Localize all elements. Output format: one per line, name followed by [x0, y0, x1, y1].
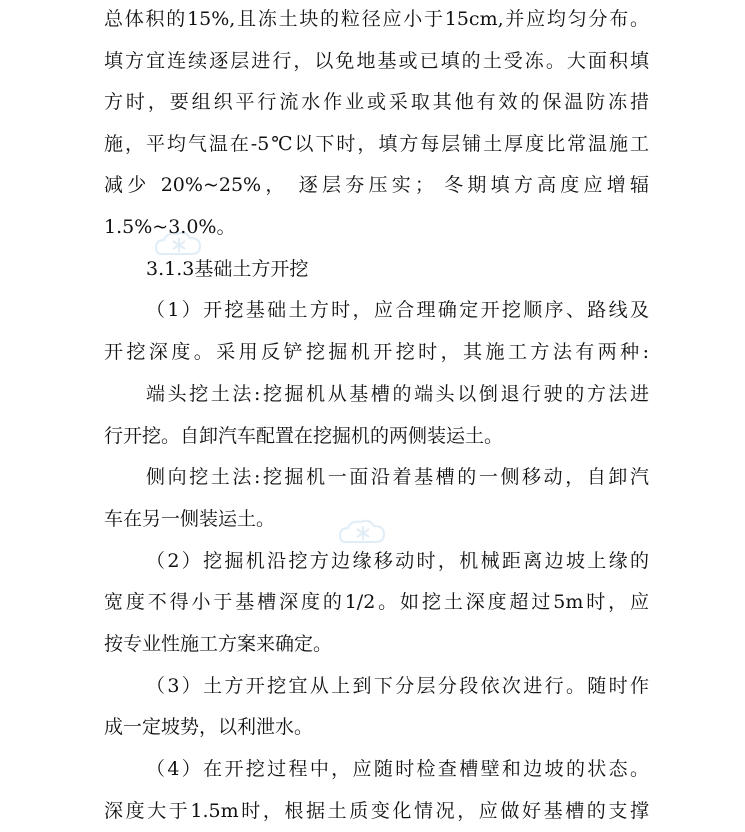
- text-line: 成一定坡势，以利泄水。: [104, 716, 314, 738]
- text-line: 端头挖土法:挖掘机从基槽的端头以倒退行驶的方法进: [146, 383, 649, 405]
- text-line: （2）挖掘机沿挖方边缘移动时，机械距离边坡上缘的: [146, 550, 649, 572]
- text-line: （4）在开挖过程中，应随时检查槽壁和边坡的状态。: [146, 758, 649, 780]
- text-line: 按专业性施工方案来确定。: [104, 633, 333, 655]
- text-line: 填方宜连续逐层进行，以免地基或已填的土受冻。大面积填: [104, 50, 649, 72]
- text-line: 行开挖。自卸汽车配置在挖掘机的两侧装运土。: [104, 425, 504, 447]
- text-line: 1.5%~3.0%。: [104, 216, 236, 238]
- text-line: 侧向挖土法:挖掘机一面沿着基槽的一侧移动，自卸汽: [146, 466, 649, 488]
- text-line: 深度大于1.5m时，根据土质变化情况，应做好基槽的支撑: [104, 800, 649, 822]
- text-line: 方时，要组织平行流水作业或采取其他有效的保温防冻措: [104, 91, 649, 113]
- text-line: 开挖深度。采用反铲挖掘机开挖时，其施工方法有两种:: [104, 341, 649, 363]
- section-heading: 3.1.3基础土方开挖: [146, 258, 309, 280]
- text-line: 总体积的15%,且冻土块的粒径应小于15cm,并应均匀分布。: [104, 8, 649, 30]
- text-line: 宽度不得小于基槽深度的1/2。如挖土深度超过5m时，应: [104, 591, 649, 613]
- text-line: 减少 20%~25%， 逐层夯压实； 冬期填方高度应增辐: [104, 174, 649, 196]
- text-line: 施，平均气温在-5℃以下时，填方每层铺土厚度比常温施工: [104, 133, 649, 155]
- text-line: 车在另一侧装运土。: [104, 508, 276, 530]
- text-line: （3）土方开挖宜从上到下分层分段依次进行。随时作: [146, 675, 649, 697]
- text-line: （1）开挖基础土方时，应合理确定开挖顺序、路线及: [146, 299, 649, 321]
